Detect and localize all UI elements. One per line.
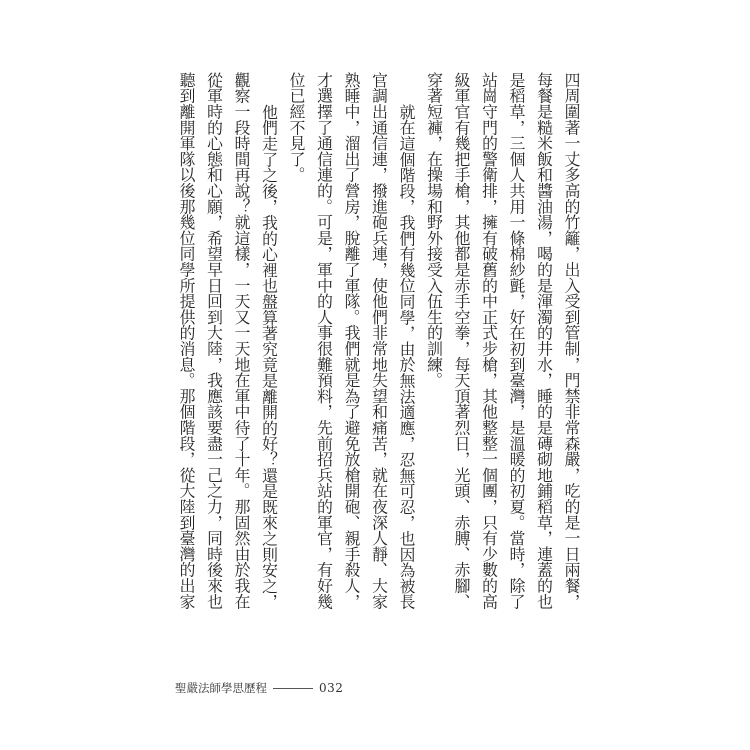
- text-line: 站崗守門的警衛排，擁有破舊的中正式步槍，其他整整一個團，只有少數的高: [479, 72, 499, 610]
- text-line: 觀察一段時間再說？就這樣，一天又一天地在軍中待了十年。那固然由於我在: [232, 72, 251, 610]
- text-line: 穿著短褲，在操場和野外接受入伍生的訓練。: [424, 72, 444, 388]
- paragraph: [173, 72, 283, 620]
- text-line: 他們走了之後，我的心裡也盤算著究竟是離開的好？還是既來之則安之，: [259, 103, 279, 610]
- running-footer: [175, 679, 343, 697]
- text-line: 四周圍著一丈多高的竹籬，出入受到管制，門禁非常森嚴，吃的是一日兩餐，: [562, 72, 581, 610]
- book-title: 聖嚴法師學思歷程: [175, 681, 267, 695]
- text-line: 從軍時的心態和心願，希望早日回到大陸，我應該要盡一己之力，同時後來也: [204, 72, 224, 610]
- text-line: 熟睡中，溜出了營房，脫離了軍隊。我們就是為了避免放槍開砲、親手殺人，: [342, 72, 361, 610]
- text-line: 官調出通信連，撥進砲兵連，使他們非常地失望和痛苦，就在夜深人靜、大家: [369, 72, 389, 610]
- text-line: 就在這個階段，我們有幾位同學，由於無法適應，忍無可忍，也因為被長: [397, 103, 416, 610]
- footer-rule: [273, 688, 313, 689]
- text-line: 級軍官有幾把手槍，其他都是赤手空拳，每天頂著烈日，光頭、赤膊、赤腳、: [452, 72, 471, 610]
- text-line: 聽到離開軍隊以後那幾位同學所提供的消息。那個階段，從大陸到臺灣的出家: [177, 72, 196, 610]
- page-number: 032: [319, 681, 344, 695]
- text-line: 才選擇了通信連的。可是，軍中的人事很難預料，先前招兵站的軍官，有好幾: [314, 72, 334, 610]
- body-text: [173, 72, 586, 620]
- text-line: 位已經不見了。: [287, 72, 306, 183]
- paragraph: [420, 72, 585, 620]
- paragraph: [283, 72, 421, 620]
- text-line: 每餐是糙米飯和醬油湯，喝的是渾濁的井水，睡的是磚砌地鋪稻草，連蓋的也: [534, 72, 554, 610]
- text-line: 是稻草，三個人共用一條棉紗氈，好在初到臺灣，是溫暖的初夏。當時，除了: [507, 72, 526, 610]
